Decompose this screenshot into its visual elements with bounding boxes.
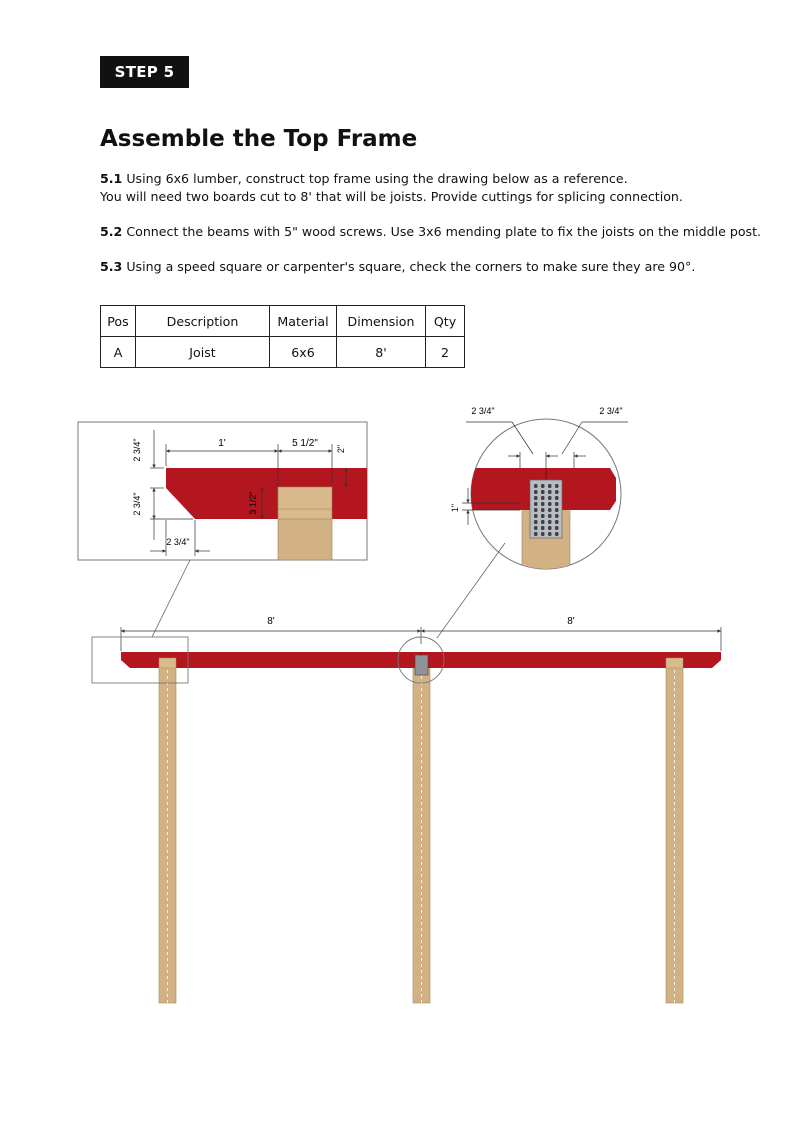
plate-hole (548, 502, 552, 506)
span-dim-lines (121, 627, 721, 651)
step-text: You will need two boards cut to 8' that will be joists. Provide cuttings for splicing connection. (100, 189, 683, 204)
dim-splice-right-label: 2 3/4" (599, 406, 623, 416)
cell-description: Joist (136, 337, 270, 368)
plate-hole (534, 514, 538, 518)
page-title: Assemble the Top Frame (100, 126, 418, 152)
step-5-2 (100, 223, 761, 241)
plate-hole (555, 484, 559, 488)
table-header-row (101, 306, 465, 337)
plate-hole (541, 496, 545, 500)
dim-lower-height-label: 2 3/4" (132, 492, 142, 516)
leader-line-splice (437, 543, 505, 638)
plate-hole (555, 520, 559, 524)
step-5-1 (100, 170, 683, 206)
step-text: Using 6x6 lumber, construct top frame using the drawing below as a reference. (126, 171, 628, 186)
end-detail-view (78, 422, 367, 560)
col-dimension: Dimension (337, 306, 426, 337)
plate-hole (534, 502, 538, 506)
plate-hole (534, 508, 538, 512)
plate-hole (555, 526, 559, 530)
table-row (101, 337, 465, 368)
plate-hole (541, 484, 545, 488)
frame-elevation (92, 616, 721, 1003)
plate-hole (548, 520, 552, 524)
step-number: 5.3 (100, 259, 123, 274)
plate-hole (534, 526, 538, 530)
plate-hole (548, 484, 552, 488)
plate-hole (548, 526, 552, 530)
plate-hole (534, 496, 538, 500)
plate-hole (534, 532, 538, 536)
leader-line-end (152, 560, 190, 637)
dim-post-width-label: 5 1/2" (292, 438, 318, 449)
plate-hole (541, 502, 545, 506)
cell-qty: 2 (426, 337, 465, 368)
cell-material: 6x6 (270, 337, 337, 368)
col-material: Material (270, 306, 337, 337)
span-left-label: 8' (267, 616, 275, 627)
joist-end-detail (166, 468, 367, 519)
col-pos: Pos (101, 306, 136, 337)
plate-hole (541, 514, 545, 518)
plate-hole (555, 508, 559, 512)
step-text: Using a speed square or carpenter's square, check the corners to make sure they are 90°. (126, 259, 696, 274)
plate-hole (555, 496, 559, 500)
mending-plate-small (415, 655, 428, 675)
col-description: Description (136, 306, 270, 337)
plate-hole (534, 520, 538, 524)
post-left-notch (159, 658, 176, 668)
post-right (666, 658, 683, 1003)
span-right-label: 8' (567, 616, 575, 627)
dim-top-gap-label: 2" (336, 444, 346, 454)
plate-hole (534, 490, 538, 494)
plate-hole (548, 532, 552, 536)
cell-pos: A (101, 337, 136, 368)
plate-hole (541, 508, 545, 512)
plate-hole (555, 532, 559, 536)
dim-top-height-label: 2 3/4" (132, 438, 142, 462)
step-number: 5.2 (100, 224, 123, 239)
plate-hole (555, 490, 559, 494)
step-5-3 (100, 258, 695, 276)
dim-splice-left-label: 2 3/4" (471, 406, 495, 416)
dim-bottom-width-label: 2 3/4" (166, 537, 190, 547)
post-left (159, 658, 176, 1003)
splice-detail-view (450, 406, 628, 580)
col-qty: Qty (426, 306, 465, 337)
top-frame-drawing (0, 395, 794, 1015)
dim-splice-offset-label: 1" (450, 503, 460, 513)
dim-depth-label: 3 1/2" (248, 491, 258, 515)
plate-hole (548, 496, 552, 500)
post-notch (278, 487, 332, 519)
parts-table (100, 305, 465, 368)
post-middle (413, 658, 430, 1003)
step-badge: STEP 5 (100, 56, 189, 88)
dim-length-label: 1' (218, 438, 226, 449)
plate-hole (555, 514, 559, 518)
post-right-notch (666, 658, 683, 668)
step-text: Connect the beams with 5" wood screws. Use 3x6 mending plate to fix the joists on the middle post. (126, 224, 762, 239)
cell-dimension: 8' (337, 337, 426, 368)
plate-hole (541, 490, 545, 494)
plate-hole (534, 484, 538, 488)
plate-hole (541, 520, 545, 524)
plate-hole (555, 502, 559, 506)
plate-hole (548, 508, 552, 512)
plate-hole (541, 532, 545, 536)
plate-hole (548, 514, 552, 518)
step-number: 5.1 (100, 171, 123, 186)
plate-hole (541, 526, 545, 530)
plate-hole (548, 490, 552, 494)
